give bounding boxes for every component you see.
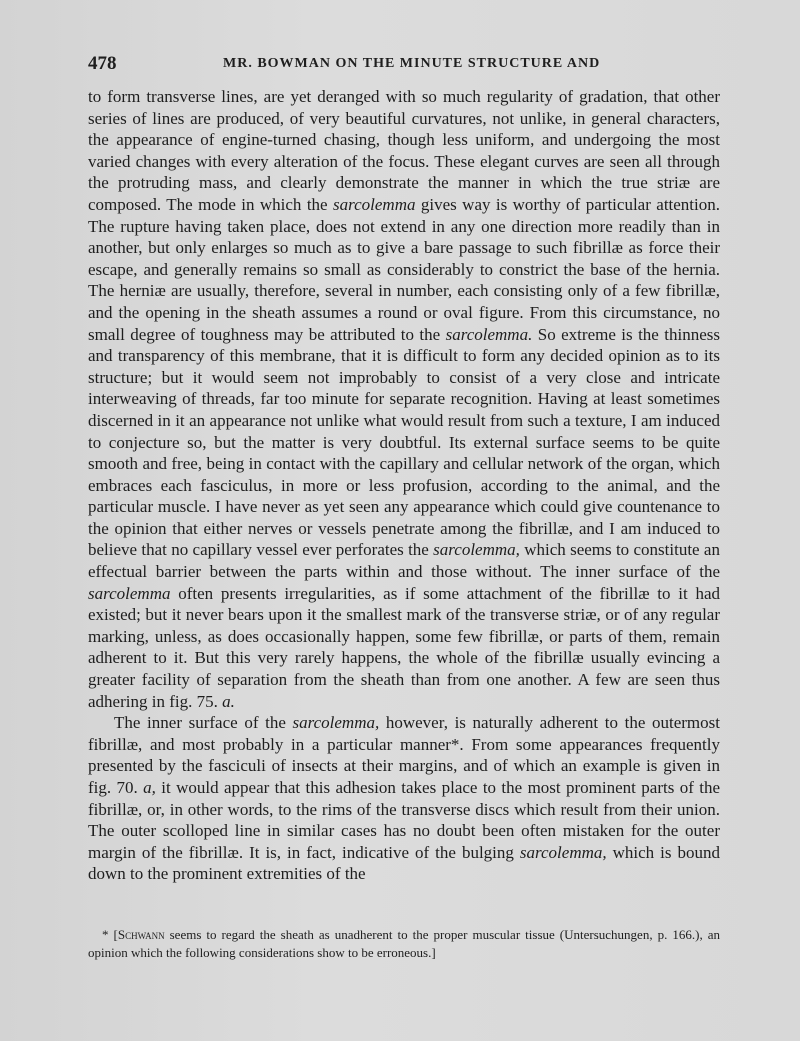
page-number: 478: [88, 53, 117, 74]
footnote: * [Schwann seems to regard the sheath as unadherent to the proper muscular tissue (Untersuchungen, p. 166.), an opinion which the following considerations show to be erroneous.]: [88, 927, 720, 960]
footnote-author: Schwann: [117, 927, 165, 942]
paragraph: to form transverse lines, are yet deranged with so much regularity of gradation, that other series of lines are produced, of very beautiful curvatures, not unlike, in general characters, the appearance of engine-turned chasing, though less uniform, and undergoing the most varied changes with every alteration of the focus. These elegant curves are seen all through the protruding mass, and clearly demonstrate the manner in which the true striæ are composed. The mode in which the sarcolemma gives way is worthy of particular attention. The rupture having taken place, does not extend in any one direction more readily than in another, but only enlarges so much as to give a bare passage to such fibrillæ as force their escape, and generally remains so small as considerably to constrict the base of the hernia. The herniæ are usually, therefore, several in number, each consisting only of a few fibrillæ, and the opening in the sheath assumes a round or oval figure. From this circumstance, no small degree of toughness may be attributed to the sarcolemma. So extreme is the thinness and transparency of this membrane, that it is difficult to form any decided opinion as to its structure; but it would seem not improbably to consist of a very close and intricate interweaving of threads, far too minute for separate recognition. Having at least sometimes discerned in it an appearance not unlike what would result from such a texture, I am induced to conjecture so, but the matter is very doubtful. Its external surface seems to be quite smooth and free, being in contact with the capillary and cellular network of the organ, which embraces each fasciculus, in more or less profusion, according to the animal, and the particular muscle. I have never as yet seen any appearance which could give countenance to the opinion that either nerves or vessels penetrate among the fibrillæ, and I am induced to believe that no capillary vessel ever perforates the sarcolemma, which seems to constitute an effectual barrier between the parts within and those without. The inner surface of the sarcolemma often presents irregularities, as if some attachment of the fibrillæ to it had existed; but it never bears upon it the smallest mark of the transverse striæ, or of any regular marking, unless, as does occasionally happen, some few fibrillæ, or parts of them, remain adherent to it. But this very rarely happens, the whole of the fibrillæ usually evincing a greater facility of separation from the sheath than from one another. A few are seen thus adhering in fig. 75. a.: [88, 87, 721, 711]
page-header: [88, 53, 718, 77]
body-text: [88, 86, 720, 885]
running-head: MR. BOWMAN ON THE MINUTE STRUCTURE AND: [223, 56, 601, 71]
paragraph: The inner surface of the sarcolemma, however, is naturally adherent to the outermost fibrillæ, and most probably in a particular manner*. From some appearances frequently presented by the fasciculi of insects at their margins, and of which an example is given in fig. 70. a, it would appear that this adhesion takes place to the most prominent parts of the fibrillæ, or, in other words, to the rims of the transverse discs which result from their union. The outer scolloped line in similar cases has no doubt been often mistaken for the outer margin of the fibrillæ. It is, in fact, indicative of the bulging sarcolemma, which is bound down to the prominent extremities of the: [88, 713, 721, 884]
